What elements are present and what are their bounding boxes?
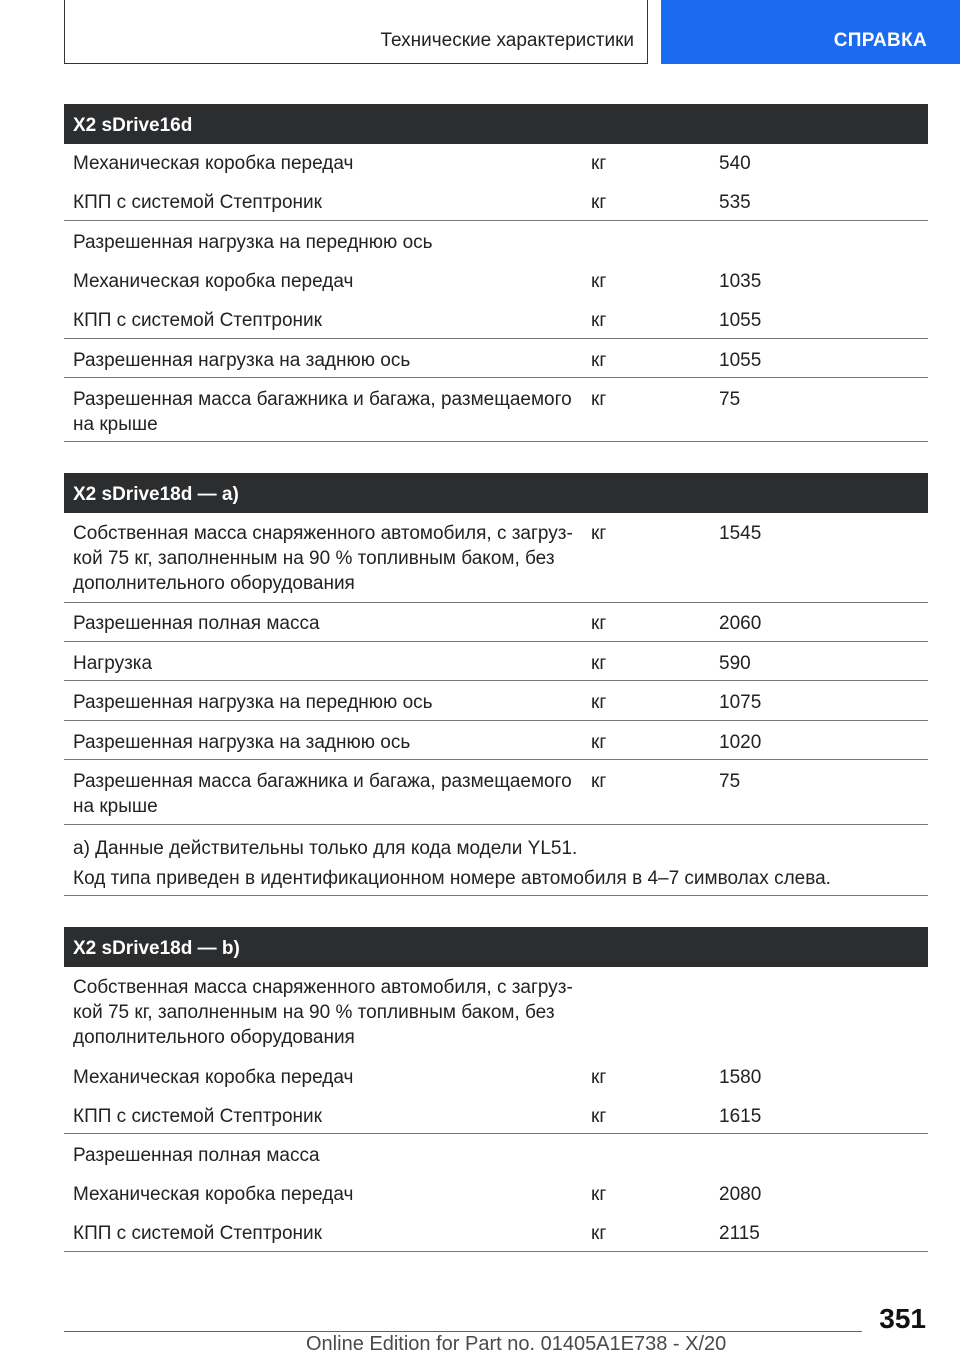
reference-tab-label[interactable]: СПРАВКА xyxy=(833,30,927,51)
row-unit: кг xyxy=(591,1223,607,1244)
row-unit: кг xyxy=(591,613,607,634)
row-value: 1615 xyxy=(719,1106,762,1127)
row-unit: кг xyxy=(591,523,607,544)
row-label: Разрешенная полная масса xyxy=(73,613,320,634)
row-unit: кг xyxy=(591,389,607,410)
row-label: Разрешенная масса багажника и багажа, размещаемого на крыше xyxy=(73,389,572,435)
row-value: 1055 xyxy=(719,310,762,331)
row-label: Собственная масса снаряженного автомобиля, с загруз-кой 75 кг, заполненным на 90 % топливным баком, без дополнительного оборудования xyxy=(73,977,573,1048)
page-number: 351 xyxy=(879,1303,926,1334)
row-label: Разрешенная нагрузка на заднюю ось xyxy=(73,732,411,753)
row-value: 2060 xyxy=(719,613,762,634)
row-label: Механическая коробка передач xyxy=(73,1067,354,1088)
row-value: 590 xyxy=(719,653,751,674)
row-divider xyxy=(64,1251,928,1252)
row-label: Механическая коробка передач xyxy=(73,271,354,292)
row-unit: кг xyxy=(591,1067,607,1088)
row-value: 1580 xyxy=(719,1067,762,1088)
row-label: Механическая коробка передач xyxy=(73,1184,354,1205)
row-divider xyxy=(64,220,928,221)
row-label: КПП с системой Стептроник xyxy=(73,192,322,213)
row-value: 540 xyxy=(719,153,751,174)
row-unit: кг xyxy=(591,692,607,713)
row-value: 1035 xyxy=(719,271,762,292)
row-value: 2115 xyxy=(719,1223,760,1244)
row-unit: кг xyxy=(591,271,607,292)
row-divider xyxy=(64,377,928,378)
section-header: X2 sDrive18d — a) xyxy=(64,473,928,513)
footer-rule xyxy=(64,1331,862,1332)
row-unit: кг xyxy=(591,653,607,674)
row-label: Разрешенная нагрузка на переднюю ось xyxy=(73,232,433,253)
row-label: Собственная масса снаряженного автомобиля, с загруз-кой 75 кг, заполненным на 90 % топливным баком, без дополнительного оборудования xyxy=(73,523,573,594)
row-label: Нагрузка xyxy=(73,653,153,674)
row-divider xyxy=(64,824,928,825)
row-value: 1545 xyxy=(719,523,762,544)
row-label: КПП с системой Стептроник xyxy=(73,310,322,331)
row-value: 75 xyxy=(719,771,741,792)
row-divider xyxy=(64,602,928,603)
row-value: 1055 xyxy=(719,350,762,371)
row-divider xyxy=(64,680,928,681)
row-unit: кг xyxy=(591,1106,607,1127)
row-unit: кг xyxy=(591,350,607,371)
footnote: a) Данные действительны только для кода модели YL51. xyxy=(73,838,578,859)
row-unit: кг xyxy=(591,771,607,792)
row-divider xyxy=(64,441,928,442)
row-label: КПП с системой Стептроник xyxy=(73,1223,322,1244)
edition-text: Online Edition for Part no. 01405A1E738 - X/20 xyxy=(306,1333,727,1355)
row-label: Разрешенная масса багажника и багажа, размещаемого на крыше xyxy=(73,771,572,817)
row-value: 75 xyxy=(719,389,741,410)
row-unit: кг xyxy=(591,732,607,753)
row-value: 1020 xyxy=(719,732,762,753)
row-label: Механическая коробка передач xyxy=(73,153,354,174)
section-header: X2 sDrive16d xyxy=(64,104,928,144)
row-divider xyxy=(64,641,928,642)
row-label: Разрешенная нагрузка на переднюю ось xyxy=(73,692,433,713)
footnote: Код типа приведен в идентификационном номере автомобиля в 4–7 символах слева. xyxy=(73,868,831,889)
row-unit: кг xyxy=(591,310,607,331)
row-value: 2080 xyxy=(719,1184,762,1205)
row-divider xyxy=(64,895,928,896)
row-value: 1075 xyxy=(719,692,762,713)
row-unit: кг xyxy=(591,192,607,213)
row-divider xyxy=(64,720,928,721)
row-divider xyxy=(64,338,928,339)
row-label: КПП с системой Стептроник xyxy=(73,1106,322,1127)
section-header: X2 sDrive18d — b) xyxy=(64,927,928,967)
row-value: 535 xyxy=(719,192,751,213)
row-divider xyxy=(64,759,928,760)
row-label: Разрешенная полная масса xyxy=(73,1145,320,1166)
section-title: Технические характеристики xyxy=(380,30,634,51)
row-unit: кг xyxy=(591,153,607,174)
row-label: Разрешенная нагрузка на заднюю ось xyxy=(73,350,411,371)
row-unit: кг xyxy=(591,1184,607,1205)
row-divider xyxy=(64,1133,928,1134)
